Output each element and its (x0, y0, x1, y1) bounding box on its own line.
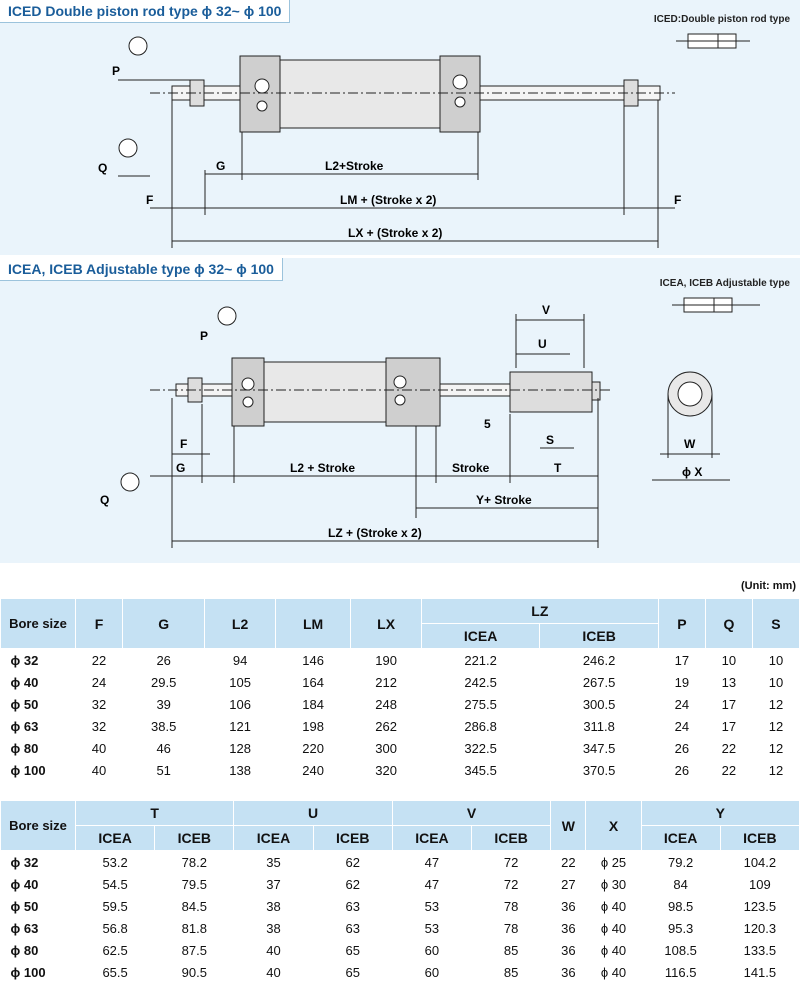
s1-f-left-label: F (146, 193, 154, 207)
t2-sub-icea: ICEA (234, 826, 313, 851)
cell: 94 (232, 652, 248, 668)
cell: 59.5 (102, 898, 128, 914)
cell: 65 (345, 964, 360, 980)
cell: 62 (345, 876, 360, 892)
cell: 22 (721, 740, 737, 756)
cell: 220 (302, 740, 324, 756)
bore-cell: ϕ 32 (10, 854, 39, 870)
t2-sub-icea: ICEA (641, 826, 720, 851)
cell: 78 (503, 898, 519, 914)
cell: 35 (266, 854, 281, 870)
cell: 79.2 (667, 854, 694, 870)
double-rod-drawing (0, 0, 800, 255)
cell: 17 (674, 652, 690, 668)
bore-cell: ϕ 40 (10, 876, 39, 892)
cell: 60 (424, 964, 440, 980)
table-row (1, 715, 800, 737)
cell: 370.5 (582, 762, 616, 778)
cell: 300.5 (582, 696, 616, 712)
cell: 10 (768, 674, 784, 690)
table-row (1, 917, 800, 939)
cell: 79.5 (181, 876, 207, 892)
cell: 22 (561, 854, 576, 870)
cell: 38.5 (151, 718, 177, 734)
s2-f-label: F (180, 437, 188, 451)
section2-subtitle: ICEA, ICEB Adjustable type (659, 278, 790, 289)
s2-lz-label: LZ + (Stroke x 2) (328, 526, 422, 540)
t1-header-lz-icea: ICEA (421, 624, 539, 649)
cell: 146 (302, 652, 324, 668)
s2-q-label: Q (100, 493, 110, 507)
s2-s-label: S (546, 433, 555, 447)
cell: 65 (345, 942, 360, 958)
cell: 53 (424, 898, 440, 914)
bore-cell: ϕ 40 (10, 674, 39, 690)
cell: 40 (91, 740, 107, 756)
s2-x-label: ϕ X (682, 465, 703, 479)
cell: 36 (561, 920, 576, 936)
cell: 12 (768, 762, 784, 778)
s2-p-label: P (200, 329, 209, 343)
cell: 62 (345, 854, 360, 870)
t2-header-v: V (392, 801, 550, 826)
table-row (1, 939, 800, 961)
cell: 37 (266, 876, 281, 892)
cell: 320 (375, 762, 397, 778)
cell: 24 (674, 696, 690, 712)
cell: 38 (266, 898, 281, 914)
t2-bore-header: Bore size (1, 801, 76, 851)
table-row (1, 895, 800, 917)
cell: ϕ 40 (600, 942, 627, 958)
cell: ϕ 40 (600, 964, 627, 980)
s2-v-label: V (542, 303, 551, 317)
t2-sub-icea: ICEA (392, 826, 471, 851)
cell: 29.5 (151, 674, 177, 690)
cell: ϕ 30 (600, 876, 627, 892)
adjustable-drawing (0, 258, 800, 563)
cell: 26 (156, 652, 171, 668)
section1-title: ICED Double piston rod type ϕ 32~ ϕ 100 (0, 0, 290, 23)
cell: 221.2 (464, 652, 497, 668)
cell: 87.5 (181, 942, 207, 958)
cell: 267.5 (582, 674, 616, 690)
t1-header-lz-iceb: ICEB (540, 624, 658, 649)
s1-lx-label: LX + (Stroke x 2) (348, 226, 443, 240)
cell: 22 (91, 652, 107, 668)
s1-q-label: Q (98, 161, 108, 175)
t1-header-l2: L2 (205, 599, 276, 649)
bore-cell: ϕ 80 (10, 740, 39, 756)
t2-sub-iceb: ICEB (155, 826, 234, 851)
cell: 190 (375, 652, 397, 668)
cell: 128 (229, 740, 251, 756)
cell: 40 (266, 942, 281, 958)
cell: ϕ 40 (600, 920, 627, 936)
cell: 141.5 (743, 964, 777, 980)
cell: 262 (375, 718, 397, 734)
cell: 53.2 (102, 854, 128, 870)
t2-header-w: W (551, 801, 586, 851)
cell: 138 (229, 762, 251, 778)
section2-title: ICEA, ICEB Adjustable type ϕ 32~ ϕ 100 (0, 258, 283, 281)
s2-five-label: 5 (484, 417, 491, 431)
cell: 300 (375, 740, 397, 756)
t1-header-lx: LX (351, 599, 422, 649)
cell: 164 (302, 674, 324, 690)
cell: 104.2 (743, 854, 777, 870)
table-row (1, 649, 800, 672)
t2-sub-icea: ICEA (76, 826, 155, 851)
t1-header-lz: LZ (421, 599, 658, 624)
s1-g-label: G (216, 159, 226, 173)
cell: 36 (561, 964, 576, 980)
t1-bore-header: Bore size (1, 599, 76, 649)
t1-header-q: Q (705, 599, 752, 649)
cell: 198 (302, 718, 324, 734)
cell: 98.5 (667, 898, 694, 914)
cell: 17 (721, 696, 737, 712)
t2-sub-iceb: ICEB (720, 826, 799, 851)
cell: 120.3 (743, 920, 777, 936)
cell: 36 (561, 898, 576, 914)
bore-cell: ϕ 80 (10, 942, 39, 958)
cell: 78.2 (181, 854, 207, 870)
bore-cell: ϕ 50 (10, 898, 39, 914)
cell: 246.2 (582, 652, 616, 668)
cell: 347.5 (582, 740, 616, 756)
cell: 116.5 (664, 964, 697, 980)
cell: 275.5 (464, 696, 497, 712)
s2-t-label: T (554, 461, 562, 475)
cell: 51 (156, 762, 171, 778)
cell: 32 (91, 718, 107, 734)
t2-header-t: T (76, 801, 234, 826)
cell: 47 (424, 854, 440, 870)
cell: 56.8 (102, 920, 128, 936)
unit-note: (Unit: mm) (741, 580, 796, 592)
cell: 46 (156, 740, 171, 756)
t2-sub-iceb: ICEB (472, 826, 551, 851)
table-row (1, 873, 800, 895)
cell: 84.5 (181, 898, 207, 914)
t1-header-f: F (76, 599, 123, 649)
dimension-table-1 (0, 598, 800, 781)
table-row (1, 961, 800, 983)
adjustable-diagram-panel (0, 258, 800, 563)
cell: 53 (424, 920, 440, 936)
cell: 17 (721, 718, 737, 734)
cell: 345.5 (464, 762, 497, 778)
cell: 22 (721, 762, 737, 778)
cell: 121 (229, 718, 251, 734)
t1-header-s: S (752, 599, 799, 649)
t1-header-g: G (123, 599, 205, 649)
t2-sub-iceb: ICEB (313, 826, 392, 851)
bore-cell: ϕ 100 (10, 964, 46, 980)
cell: 85 (503, 942, 519, 958)
cell: 108.5 (664, 942, 697, 958)
s2-l2-label: L2 + Stroke (290, 461, 356, 475)
bore-cell: ϕ 100 (10, 762, 46, 778)
cell: 63 (345, 898, 360, 914)
cell: 109 (749, 876, 771, 892)
cell: 123.5 (743, 898, 777, 914)
cell: 72 (503, 876, 519, 892)
cell: 10 (768, 652, 784, 668)
cell: 40 (266, 964, 281, 980)
cell: 85 (503, 964, 519, 980)
bore-cell: ϕ 63 (10, 920, 39, 936)
cell: 63 (345, 920, 360, 936)
cell: 36 (561, 942, 576, 958)
s1-p-label: P (112, 64, 121, 78)
cell: 60 (424, 942, 440, 958)
cell: 39 (156, 696, 171, 712)
table-row (1, 737, 800, 759)
double-rod-diagram-panel (0, 0, 800, 255)
t1-header-p: P (658, 599, 705, 649)
cell: 38 (266, 920, 281, 936)
cell: 10 (721, 652, 737, 668)
bore-cell: ϕ 32 (10, 652, 39, 668)
cell: 240 (302, 762, 324, 778)
cell: 90.5 (181, 964, 207, 980)
cell: 32 (91, 696, 107, 712)
s2-stroke-label: Stroke (452, 461, 490, 475)
cell: 26 (674, 762, 690, 778)
cell: 133.5 (743, 942, 777, 958)
cell: 95.3 (667, 920, 694, 936)
table-row (1, 671, 800, 693)
table-row (1, 759, 800, 781)
cell: ϕ 40 (600, 898, 627, 914)
cell: 72 (503, 854, 519, 870)
cell: 286.8 (464, 718, 497, 734)
cell: 311.8 (583, 718, 615, 734)
cell: 84 (673, 876, 688, 892)
cell: 242.5 (464, 674, 497, 690)
t1-header-lm: LM (275, 599, 350, 649)
s1-lm-label: LM + (Stroke x 2) (340, 193, 437, 207)
s2-u-label: U (538, 337, 547, 351)
cell: 105 (229, 674, 251, 690)
cell: 106 (229, 696, 251, 712)
cell: 12 (768, 740, 784, 756)
s1-f-right-label: F (674, 193, 682, 207)
cell: 13 (721, 674, 737, 690)
table-row (1, 851, 800, 874)
dimension-table-2 (0, 800, 800, 983)
cell: 81.8 (181, 920, 207, 936)
bore-cell: ϕ 63 (10, 718, 39, 734)
cell: 62.5 (102, 942, 128, 958)
t2-header-x: X (586, 801, 641, 851)
cell: 24 (674, 718, 690, 734)
cell: 40 (91, 762, 107, 778)
s2-g-label: G (176, 461, 186, 475)
cell: 322.5 (464, 740, 497, 756)
s2-y-label: Y+ Stroke (476, 493, 532, 507)
cell: 26 (674, 740, 690, 756)
s1-l2-label: L2+Stroke (325, 159, 384, 173)
table-row (1, 693, 800, 715)
cell: 212 (375, 674, 397, 690)
t2-header-y: Y (641, 801, 799, 826)
cell: 24 (91, 674, 107, 690)
cell: 27 (561, 876, 576, 892)
cell: ϕ 25 (600, 854, 627, 870)
cell: 47 (424, 876, 440, 892)
bore-cell: ϕ 50 (10, 696, 39, 712)
s2-w-label: W (684, 437, 696, 451)
cell: 65.5 (102, 964, 128, 980)
cell: 54.5 (102, 876, 128, 892)
cell: 12 (768, 718, 784, 734)
cell: 19 (674, 674, 690, 690)
t2-header-u: U (234, 801, 392, 826)
section1-subtitle: ICED:Double piston rod type (653, 14, 790, 25)
cell: 184 (302, 696, 324, 712)
cell: 248 (375, 696, 397, 712)
cell: 12 (768, 696, 784, 712)
cell: 78 (503, 920, 519, 936)
